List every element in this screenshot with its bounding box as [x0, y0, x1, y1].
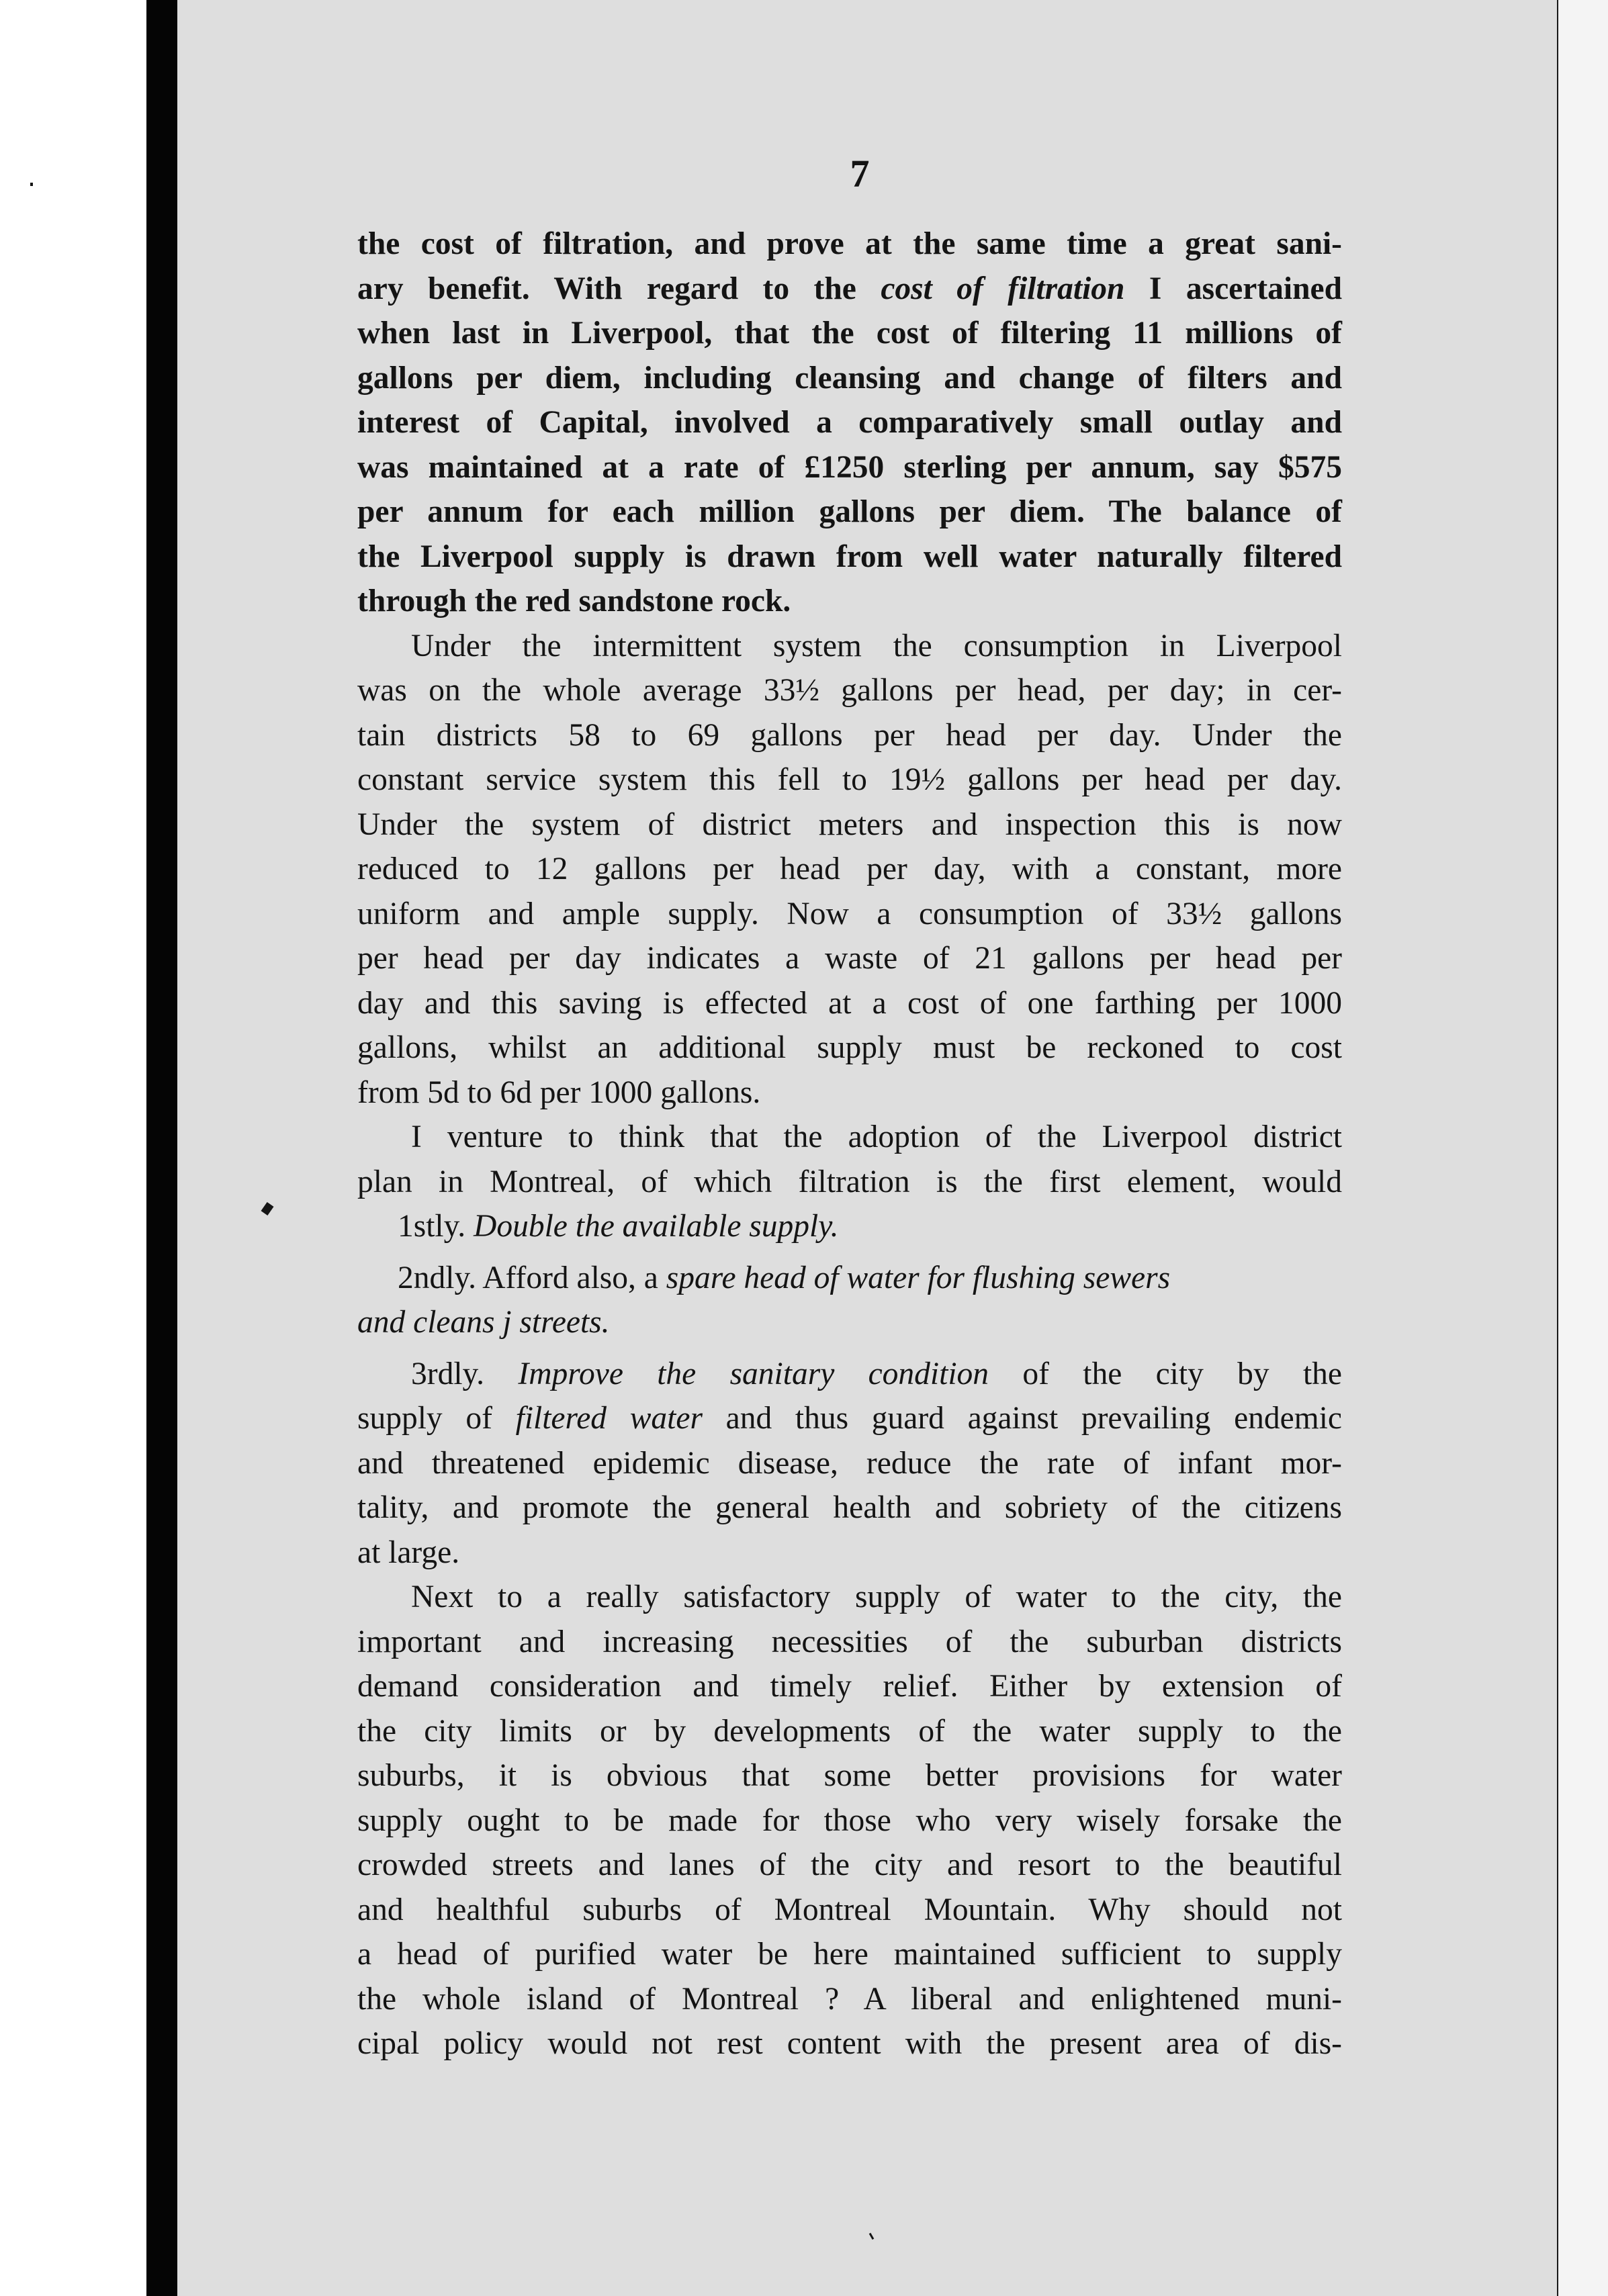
text-line: tain districts 58 to 69 gallons per head per day. Under the [357, 717, 1342, 753]
scan-margin-right [1558, 0, 1608, 2296]
text-run: supply of [357, 1401, 516, 1436]
text-line: the Liverpool supply is drawn from well water naturally filtered [357, 539, 1342, 574]
text-line: when last in Liverpool, that the cost of filtering 11 millions of [357, 316, 1342, 351]
text-line: and healthful suburbs of Montreal Mountain. Why should not [357, 1892, 1342, 1927]
text-line: gallons per diem, including cleansing and change of filters and [357, 360, 1342, 396]
text-line [357, 1300, 1342, 1345]
text-run: cost of filtration [881, 271, 1125, 306]
text-line: and threatened epidemic disease, reduce the rate of infant mor- [357, 1445, 1342, 1481]
text-line [357, 267, 1342, 312]
binding-shadow [146, 0, 177, 2296]
text-line: I venture to think that the adoption of the Liverpool district [411, 1119, 1342, 1154]
text-line: interest of Capital, involved a comparatively small outlay and [357, 405, 1342, 440]
body-text [357, 222, 1342, 2066]
text-line: day and this saving is effected at a cost of one farthing per 1000 [357, 985, 1342, 1021]
text-line [357, 1396, 1342, 1441]
text-line: Next to a really satisfactory supply of water to the city, the [411, 1579, 1342, 1614]
text-line: cipal policy would not rest content with the present area of dis- [357, 2026, 1342, 2061]
text-line: at large. [357, 1534, 460, 1570]
ink-speck [30, 183, 33, 186]
text-line [357, 1256, 1342, 1301]
scan-margin-left [0, 0, 146, 2296]
text-line: from 5d to 6d per 1000 gallons. [357, 1074, 761, 1110]
text-line: plan in Montreal, of which filtration is the first element, would [357, 1164, 1342, 1199]
text-run: and cleans j streets. [357, 1305, 610, 1340]
text-run: filtered water [515, 1401, 703, 1436]
text-line: tality, and promote the general health and sobriety of the citizens [357, 1490, 1342, 1525]
text-line: through the red sandstone rock. [357, 584, 791, 618]
text-line: uniform and ample supply. Now a consumption of 33½ gallons [357, 896, 1342, 931]
text-line: was on the whole average 33½ gallons per head, per day; in cer- [357, 673, 1342, 708]
text-line: a head of purified water be here maintained sufficient to supply [357, 1937, 1342, 1972]
text-run: 2ndly. Afford also, a [398, 1260, 666, 1295]
text-line: Under the system of district meters and inspection this is now [357, 807, 1342, 842]
text-run: 3rdly. [411, 1356, 519, 1391]
text-line: gallons, whilst an additional supply must be reckoned to cost [357, 1030, 1342, 1065]
text-line: per head per day indicates a waste of 21 gallons per head per [357, 941, 1342, 976]
text-run: Improve the sanitary condition [518, 1356, 989, 1391]
page-number: 7 [850, 152, 870, 195]
text-line: suburbs, it is obvious that some better provisions for water [357, 1758, 1342, 1793]
text-line: the city limits or by developments of the water supply to the [357, 1713, 1342, 1749]
text-line: Under the intermittent system the consumption in Liverpool [411, 628, 1342, 663]
text-line: demand consideration and timely relief. Either by extension of [357, 1669, 1342, 1704]
text-line: supply ought to be made for those who very wisely forsake the [357, 1802, 1342, 1838]
text-line: the cost of filtration, and prove at the same time a great sani- [357, 226, 1342, 261]
text-line: was maintained at a rate of £1250 sterling per annum, say $575 [357, 449, 1342, 485]
text-line: constant service system this fell to 19½ gallons per head per day. [357, 762, 1342, 797]
text-line [357, 1204, 1342, 1249]
text-line: reduced to 12 gallons per head per day, with a constant, more [357, 852, 1342, 886]
text-run: ary benefit. With regard to the [357, 271, 881, 306]
text-line [357, 1352, 1342, 1397]
text-line: important and increasing necessities of the suburban districts [357, 1624, 1342, 1659]
text-line: per annum for each million gallons per diem. The balance of [357, 494, 1342, 529]
text-run: I ascertained [1124, 271, 1343, 306]
text-run: and thus guard against prevailing endemic [702, 1401, 1342, 1436]
text-run: 1stly. [398, 1209, 474, 1244]
text-line: the whole island of Montreal ? A liberal and enlightened muni- [357, 1981, 1342, 2017]
text-run: spare head of water for flushing sewers [666, 1260, 1171, 1295]
text-run: of the city by the [989, 1356, 1343, 1391]
text-run: Double the available supply. [474, 1209, 839, 1244]
text-line: crowded streets and lanes of the city and resort to the beautiful [357, 1847, 1342, 1882]
